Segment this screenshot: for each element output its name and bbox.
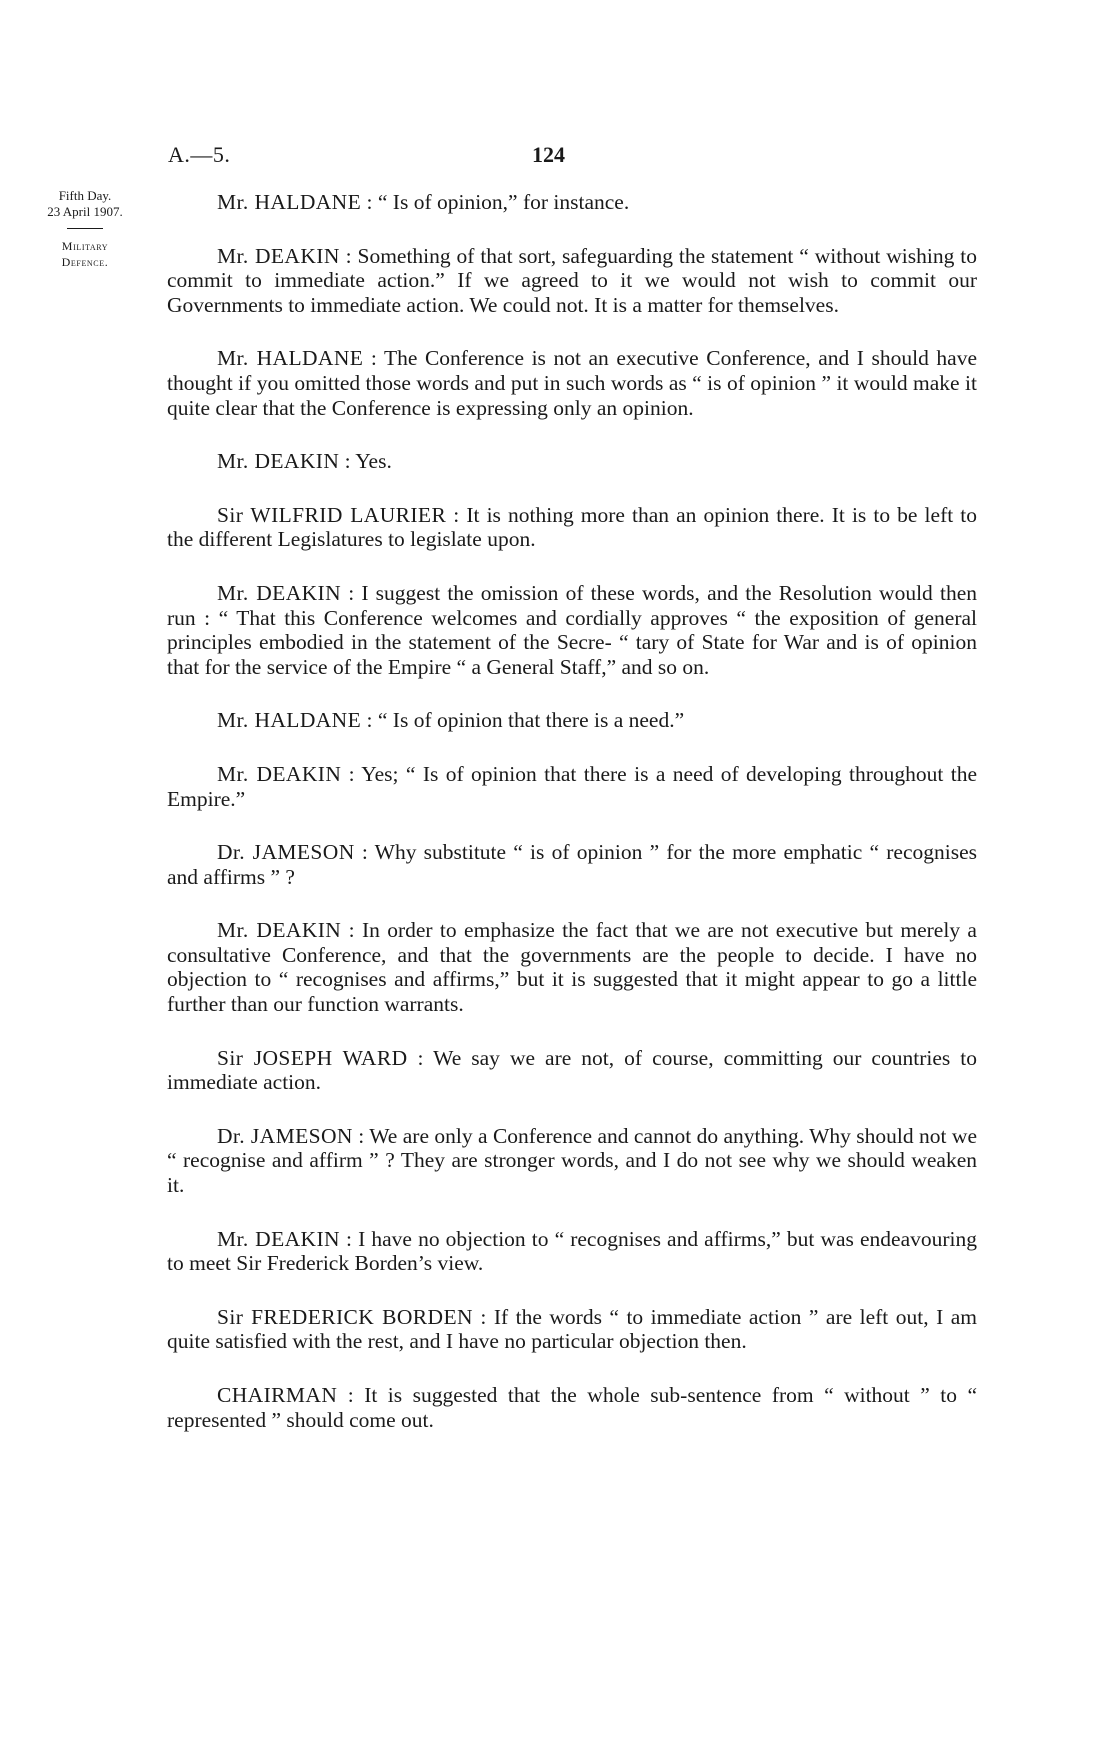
paragraph bbox=[167, 1305, 977, 1354]
transcript-body bbox=[167, 190, 977, 1461]
paragraph bbox=[167, 1383, 977, 1432]
paragraph-text: It is suggested that the whole sub-sentence from “ without ” to “ represented ” should come out. bbox=[167, 1383, 977, 1432]
speaker-separator: : bbox=[341, 761, 362, 786]
speaker-separator: : bbox=[352, 1123, 370, 1148]
paragraph-text: I suggest the omission of these words, and the Resolution would then run : “ That this Conference welcomes and cordially approves “ the exposition of general principles embodied in the statement of the Secre- “ tary of State for War and is of opinion that for the service of the Empire “ a General Staff,” and so on. bbox=[167, 580, 977, 679]
speaker-name: Mr. DEAKIN bbox=[217, 918, 342, 943]
speaker-name: Mr. DEAKIN bbox=[217, 449, 340, 474]
speaker-separator: : bbox=[339, 449, 356, 474]
margin-note-topic-line1: Military bbox=[61, 239, 109, 253]
margin-note-date: 23 April 1907. bbox=[47, 204, 123, 219]
paragraph-text: “ Is of opinion that there is a need.” bbox=[377, 708, 685, 733]
paragraph-text: The Conference is not an executive Conference, and I should have thought if you omitted those words and put in such words as “ is of opinion ” it would make it quite clear that the Conference is expressing only an opinion. bbox=[167, 346, 977, 420]
speaker-name: Sir FREDERICK BORDEN bbox=[217, 1304, 473, 1329]
paragraph bbox=[167, 503, 977, 552]
speaker-separator: : bbox=[354, 840, 375, 865]
paragraph bbox=[167, 1046, 977, 1095]
paragraph-text: We say we are not, of course, committing our countries to immediate action. bbox=[167, 1045, 977, 1095]
speaker-separator: : bbox=[361, 708, 378, 733]
speaker-name: Mr. DEAKIN bbox=[217, 580, 342, 605]
paragraph-text: It is nothing more than an opinion there. It is to be left to the different Legislatures to legislate upon. bbox=[167, 502, 978, 552]
speaker-name: Dr. JAMESON bbox=[217, 1123, 353, 1148]
speaker-separator: : bbox=[341, 918, 362, 943]
paragraph-text: “ Is of opinion,” for instance. bbox=[377, 190, 630, 214]
paragraph-text: In order to emphasize the fact that we are not executive but merely a consultative Conference, and that the governments are the people to decide. I have no objection to “ recognises and affirms,” but it is suggested that it might appear to go a little further than our function warrants. bbox=[167, 918, 977, 1017]
paragraph-text: Why substitute “ is of opinion ” for the more emphatic “ recognises and affirms ” ? bbox=[167, 840, 977, 889]
speaker-name: CHAIRMAN bbox=[217, 1383, 338, 1407]
paragraph bbox=[167, 762, 977, 811]
speaker-name: Mr. HALDANE bbox=[217, 708, 362, 733]
speaker-separator: : bbox=[363, 346, 384, 371]
paragraph bbox=[167, 1227, 977, 1276]
speaker-separator: : bbox=[339, 243, 358, 268]
margin-note-day: Fifth Day. bbox=[58, 188, 112, 203]
paragraph bbox=[167, 708, 977, 733]
paragraph bbox=[167, 581, 977, 679]
speaker-separator: : bbox=[341, 580, 362, 605]
paragraph-text: Yes. bbox=[355, 449, 392, 474]
speaker-separator: : bbox=[361, 190, 378, 214]
speaker-separator: : bbox=[339, 1226, 359, 1251]
speaker-separator: : bbox=[337, 1383, 365, 1407]
speaker-separator: : bbox=[446, 502, 467, 527]
page-number: 124 bbox=[532, 142, 565, 167]
paragraph-text: I have no objection to “ recognises and affirms,” but was endeavouring to meet Sir Frederick Borden’s view. bbox=[167, 1226, 977, 1276]
paragraph bbox=[167, 346, 977, 420]
speaker-name: Sir JOSEPH WARD bbox=[217, 1045, 408, 1070]
speaker-separator: : bbox=[407, 1045, 434, 1070]
margin-note-topic-line2: Defence. bbox=[61, 255, 109, 269]
speaker-name: Mr. HALDANE bbox=[217, 346, 364, 371]
paragraph-text: Yes; “ Is of opinion that there is a need of developing throughout the Empire.” bbox=[167, 761, 977, 811]
paragraph bbox=[167, 840, 977, 889]
paragraph bbox=[167, 449, 977, 474]
speaker-name: Mr. DEAKIN bbox=[217, 761, 342, 786]
speaker-name: Dr. JAMESON bbox=[217, 840, 355, 865]
speaker-separator: : bbox=[472, 1304, 494, 1329]
paragraph-text: Something of that sort, safeguarding the statement “ without wishing to commit to immediate action.” If we agreed to it we would not wish to commit our Governments to immediate action. We could not. It is a matter for themselves. bbox=[167, 243, 977, 317]
speaker-name: Mr. DEAKIN bbox=[217, 1226, 340, 1251]
paragraph bbox=[167, 190, 977, 215]
speaker-name: Sir WILFRID LAURIER bbox=[217, 502, 447, 527]
paragraph bbox=[167, 1124, 977, 1198]
margin-note-divider bbox=[67, 228, 103, 229]
speaker-name: Mr. HALDANE bbox=[217, 190, 362, 214]
paragraph-text: We are only a Conference and cannot do anything. Why should not we “ recognise and affirm ” ? They are stronger words, and I do not see why we should weaken it. bbox=[167, 1123, 977, 1198]
paragraph bbox=[167, 244, 977, 318]
margin-note bbox=[30, 188, 140, 270]
speaker-name: Mr. DEAKIN bbox=[217, 243, 340, 268]
document-reference: A.—5. bbox=[168, 142, 231, 167]
paragraph-text: If the words “ to immediate action ” are left out, I am quite satisfied with the rest, and I have no particular objection then. bbox=[167, 1304, 977, 1354]
paragraph bbox=[167, 918, 977, 1016]
